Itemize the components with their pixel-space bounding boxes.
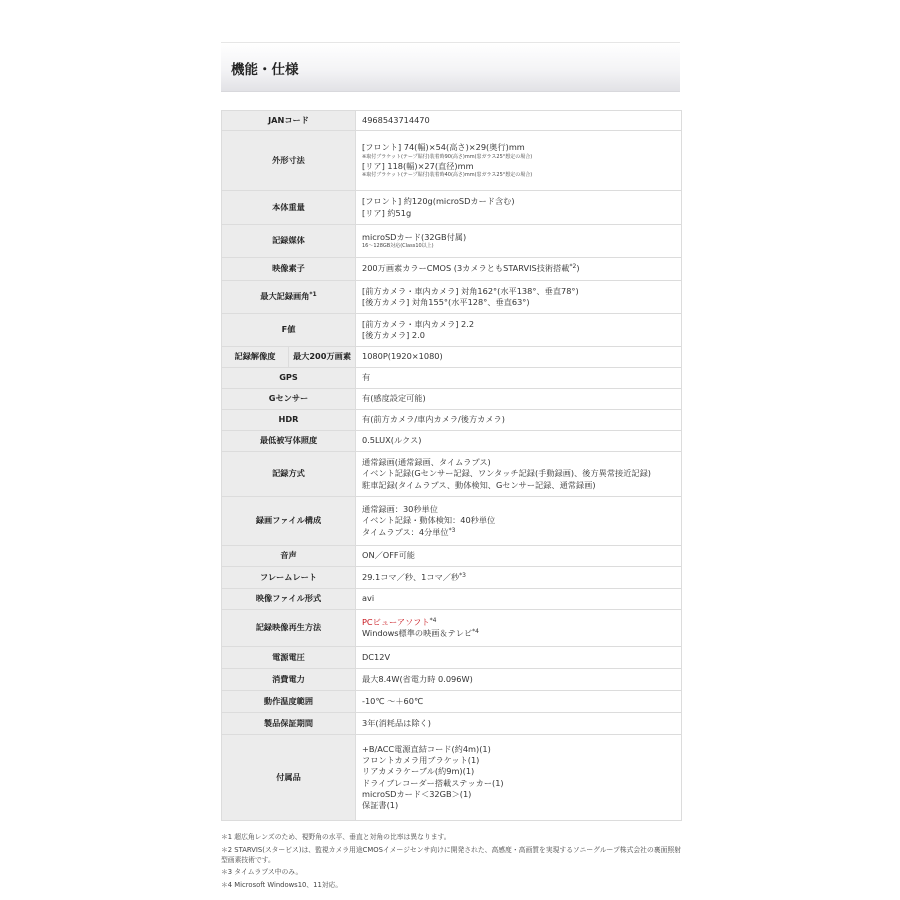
files-line-2: イベント記録・動体検知：40秒単位 (362, 515, 496, 526)
table-row (222, 281, 682, 314)
row-value: DC12V (356, 647, 682, 669)
row-value: 3年(消耗品は除く) (356, 713, 682, 735)
row-label: 製品保証期間 (222, 713, 356, 735)
footnote-ref: *3 (459, 571, 466, 579)
footnote-ref: *3 (448, 526, 456, 534)
row-value (356, 735, 682, 821)
table-row (222, 669, 682, 691)
recmode-line-2: イベント記録(Gセンサー記録、ワンタッチ記録(手動録画)、後方異常接近記録) (362, 468, 651, 479)
footnote-3: ＊3 タイムラプス中のみ。 (221, 868, 303, 876)
spec-table (221, 110, 682, 821)
row-label: GPS (222, 368, 356, 389)
media-note: 16～128GB対応(Class10以上) (362, 243, 434, 250)
size-front: [フロント] 74(幅)×54(高さ)×29(奥行)mm (362, 142, 525, 153)
table-row (222, 347, 682, 368)
weight-front: [フロント] 約120g(microSDカード含む) (362, 196, 515, 207)
row-label (222, 281, 356, 314)
row-value: 有(前方カメラ/車内カメラ/後方カメラ) (356, 410, 682, 431)
accessory-item: microSDカード＜32GB＞(1) (362, 788, 472, 799)
table-row (222, 567, 682, 589)
sensor-value: 200万画素カラーCMOS (3カメラともSTARVIS技術搭載 (362, 263, 570, 274)
angle-line-1: [前方カメラ・車内カメラ] 対角162°(水平138°、垂直78°) (362, 285, 579, 296)
row-value (356, 567, 682, 589)
row-value: 0.5LUX(ルクス) (356, 431, 682, 452)
row-value (356, 314, 682, 347)
accessory-item: +B/ACC電源直結コード(約4m)(1) (362, 743, 491, 754)
row-value: 4968543714470 (356, 111, 682, 131)
table-row (222, 410, 682, 431)
table-row (222, 131, 682, 191)
row-label: Gセンサー (222, 389, 356, 410)
row-value: 有(感度設定可能) (356, 389, 682, 410)
media-value: microSDカード(32GB付属) (362, 231, 467, 242)
accessory-item: リアカメラケーブル(約9m)(1) (362, 766, 475, 777)
row-value (356, 610, 682, 647)
footnote-1: ＊1 超広角レンズのため、視野角の水平、垂直と対角の比率は異なります。 (221, 833, 451, 841)
size-front-note: ※取付ブラケット(テープ貼付)装着時90(高さ)mm(窓ガラス25°想定の場合) (362, 153, 533, 160)
row-label: 記録解像度 (222, 347, 289, 368)
row-value (356, 191, 682, 225)
row-value: avi (356, 589, 682, 610)
size-rear: [リア] 118(幅)×27(直径)mm (362, 160, 474, 171)
row-label: 録画ファイル構成 (222, 497, 356, 546)
accessory-item: ドライブレコーダー搭載ステッカー(1) (362, 777, 504, 788)
playback-line-2 (362, 628, 681, 639)
footnote-ref: *4 (472, 628, 479, 635)
table-row (222, 691, 682, 713)
table-row (222, 735, 682, 821)
files-line-1: 通常録画：30秒単位 (362, 504, 438, 515)
row-value (356, 452, 682, 497)
table-row (222, 647, 682, 669)
angle-label: 最大記録画角 (260, 291, 310, 302)
row-value: ON／OFF可能 (356, 546, 682, 567)
size-rear-note: ※取付ブラケット(テープ貼付)装着時40(高さ)mm(窓ガラス25°想定の場合) (362, 171, 533, 178)
row-label: JANコード (222, 111, 356, 131)
section-title-bar (221, 43, 680, 92)
footnote-4: ＊4 Microsoft Windows10、11対応。 (221, 880, 343, 889)
table-row (222, 258, 682, 281)
row-value: 有 (356, 368, 682, 389)
footnote-ref: *2 (569, 263, 577, 271)
pc-viewer-link[interactable]: PCビューアソフト (362, 616, 430, 627)
accessory-item: 保証書(1) (362, 800, 399, 811)
recmode-line-1: 通常録画(通常録画、タイムラプス) (362, 457, 491, 468)
fvalue-line-1: [前方カメラ・車内カメラ] 2.2 (362, 318, 475, 329)
table-row (222, 314, 682, 347)
recmode-line-3: 駐車記録(タイムラプス、動体検知、Gセンサー記録、通常録画) (362, 479, 596, 490)
weight-rear: [リア] 約51g (362, 207, 412, 218)
row-label: 映像素子 (222, 258, 356, 281)
row-label: F値 (222, 314, 356, 347)
files-line-3 (362, 527, 681, 538)
row-value: 最大8.4W(省電力時 0.096W) (356, 669, 682, 691)
footnote-2: ＊2 STARVIS(スタービス)は、監視カメラ用途CMOSイメージセンサ向けに開発された、高感度・高画質を実現するソニーグループ株式会社の裏面照射型画素技術です。 (221, 845, 681, 864)
angle-line-2: [後方カメラ] 対角155°(水平128°、垂直63°) (362, 297, 530, 307)
footnotes (221, 832, 686, 892)
table-row (222, 225, 682, 258)
playback-line-1 (362, 617, 681, 628)
table-row (222, 713, 682, 735)
row-label: 付属品 (222, 735, 356, 821)
files-line-3-text: タイムラプス：4分単位 (362, 526, 449, 537)
row-label: HDR (222, 410, 356, 431)
accessory-item: フロントカメラ用ブラケット(1) (362, 754, 480, 765)
row-sublabel: 最大200万画素 (289, 347, 356, 368)
row-value (356, 497, 682, 546)
row-label: 記録媒体 (222, 225, 356, 258)
row-value (356, 258, 682, 281)
footnote-ref: *1 (309, 291, 317, 299)
table-row (222, 191, 682, 225)
row-value (356, 281, 682, 314)
row-label: 動作温度範囲 (222, 691, 356, 713)
table-row (222, 389, 682, 410)
row-value (356, 131, 682, 191)
row-label: 外形寸法 (222, 131, 356, 191)
table-row (222, 368, 682, 389)
table-row (222, 610, 682, 647)
row-label: 記録映像再生方法 (222, 610, 356, 647)
section-header (221, 42, 680, 92)
table-row (222, 589, 682, 610)
row-label: 映像ファイル形式 (222, 589, 356, 610)
table-row (222, 497, 682, 546)
footnote-ref: *4 (429, 616, 437, 624)
table-row (222, 431, 682, 452)
fvalue-line-2: [後方カメラ] 2.0 (362, 330, 425, 340)
row-label: 記録方式 (222, 452, 356, 497)
table-row (222, 111, 682, 131)
row-label: 最低被写体照度 (222, 431, 356, 452)
table-row (222, 452, 682, 497)
framerate-value: 29.1コマ／秒、1コマ／秒 (362, 571, 460, 582)
sensor-close: ) (576, 263, 580, 274)
row-label: 音声 (222, 546, 356, 567)
row-value: 1080P(1920×1080) (356, 347, 682, 368)
table-row (222, 546, 682, 567)
row-value: -10℃ ～＋60℃ (356, 691, 682, 713)
row-value (356, 225, 682, 258)
row-label: 電源電圧 (222, 647, 356, 669)
row-label: 消費電力 (222, 669, 356, 691)
section-title: 機能・仕様 (231, 62, 299, 78)
row-label: フレームレート (222, 567, 356, 589)
row-label: 本体重量 (222, 191, 356, 225)
playback-line-2-text: Windows標準の映画＆テレビ (362, 628, 473, 638)
